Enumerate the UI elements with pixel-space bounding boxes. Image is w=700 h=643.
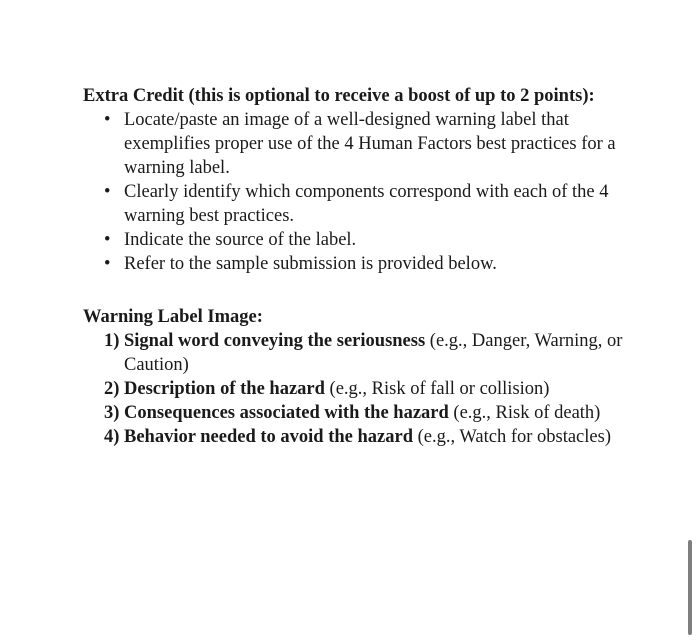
bullet-icon: • bbox=[104, 110, 111, 130]
bullet-text: Indicate the source of the label. bbox=[124, 230, 357, 250]
bullet-icon: • bbox=[104, 254, 111, 274]
bullet-text: Refer to the sample submission is provided below. bbox=[124, 254, 497, 274]
item-number: 2) bbox=[104, 379, 120, 399]
section-spacer bbox=[83, 276, 628, 305]
item-number: 3) bbox=[104, 403, 120, 423]
bullet-text: Locate/paste an image of a well-designed warning label that exemplifies proper use of the 4 Human Factors best practices for a warning label. bbox=[124, 110, 616, 178]
extra-credit-heading: Extra Credit (this is optional to receive a boost of up to 2 points): bbox=[83, 86, 595, 106]
item-normal-text: (e.g., Danger, Warning, or Caution) bbox=[124, 331, 623, 375]
extra-credit-bullet-list bbox=[83, 108, 628, 276]
item-normal-text: (e.g., Watch for obstacles) bbox=[412, 427, 611, 447]
item-bold-text: Signal word conveying the seriousness bbox=[124, 331, 426, 351]
item-text bbox=[124, 377, 628, 401]
item-bold-text: Description of the hazard bbox=[124, 379, 325, 399]
item-normal-text: (e.g., Risk of fall or collision) bbox=[324, 379, 550, 399]
bullet-text: Clearly identify which components correspond with each of the 4 warning best practices. bbox=[124, 182, 609, 226]
list-item bbox=[83, 180, 628, 228]
document-body bbox=[83, 84, 628, 449]
item-normal-text: (e.g., Risk of death) bbox=[448, 403, 601, 423]
list-item bbox=[83, 377, 628, 401]
bullet-icon: • bbox=[104, 230, 111, 250]
list-item bbox=[83, 425, 628, 449]
list-item bbox=[83, 329, 628, 377]
vertical-scrollbar[interactable] bbox=[688, 540, 692, 635]
item-text bbox=[124, 401, 628, 425]
item-bold-text: Consequences associated with the hazard bbox=[124, 403, 449, 423]
bullet-icon: • bbox=[104, 182, 111, 202]
list-item bbox=[83, 401, 628, 425]
list-item bbox=[83, 252, 628, 276]
item-text bbox=[124, 329, 628, 377]
warning-label-heading: Warning Label Image: bbox=[83, 307, 263, 327]
item-text bbox=[124, 425, 628, 449]
list-item bbox=[83, 108, 628, 180]
item-number: 1) bbox=[104, 331, 120, 351]
item-number: 4) bbox=[104, 427, 120, 447]
warning-practices-list bbox=[83, 329, 628, 449]
item-bold-text: Behavior needed to avoid the hazard bbox=[124, 427, 413, 447]
list-item bbox=[83, 228, 628, 252]
